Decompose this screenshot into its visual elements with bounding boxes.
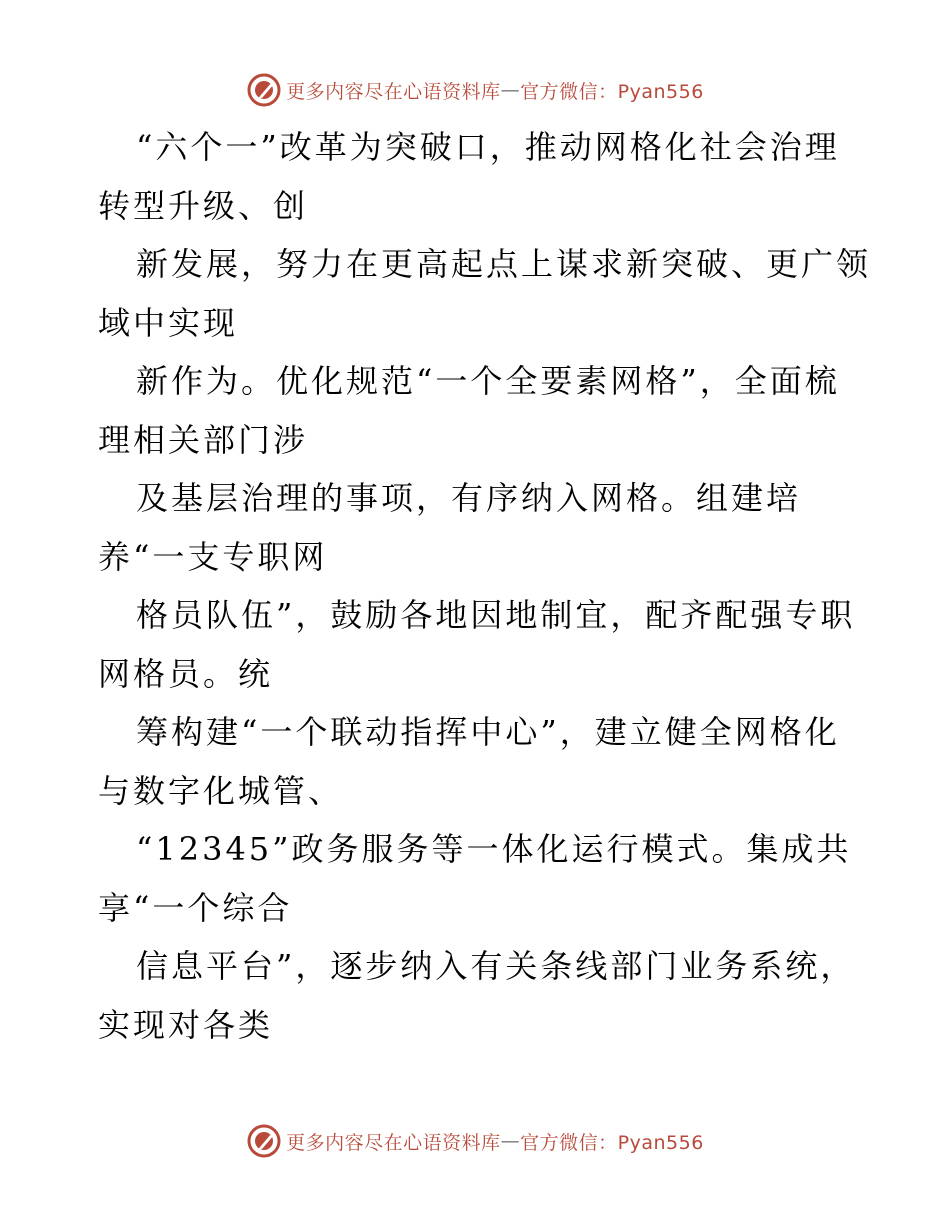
body-line: 享“一个综合 [98, 888, 293, 927]
body-line: 转型升级、创 [98, 186, 309, 225]
watermark-dash: — [500, 79, 521, 101]
watermark-wechat: 官方微信：Pyan556 [520, 80, 704, 103]
body-line: 及基层治理的事项，有序纳入网格。组建培 [136, 479, 802, 517]
body-line: 与数字化城管、 [98, 771, 344, 810]
body-line: “六个一”改革为突破口，推动网格化社会治理 [136, 128, 840, 166]
watermark-dash: — [500, 1130, 521, 1152]
footer-watermark [0, 1123, 950, 1159]
document-body [98, 118, 872, 1054]
body-line: 筹构建“一个联动指挥中心”，建立健全网格化 [136, 713, 840, 751]
body-line: 实现对各类 [98, 1005, 274, 1044]
body-line: 理相关部门涉 [98, 420, 309, 459]
watermark-wechat: 官方微信：Pyan556 [520, 1131, 704, 1154]
body-line: 新发展，努力在更高起点上谋求新突破、更广领 [136, 245, 872, 283]
body-line: 新作为。优化规范“一个全要素网格”，全面梳 [136, 362, 840, 400]
pen-logo-icon [246, 1123, 282, 1159]
body-line: 网格员。统 [98, 654, 274, 693]
watermark-text: 更多内容尽在心语资料库 [286, 1131, 501, 1154]
body-line: “12345”政务服务等一体化运行模式。集成共 [136, 830, 852, 868]
body-line: 格员队伍”，鼓励各地因地制宜，配齐配强专职 [136, 596, 856, 634]
body-line: 域中实现 [98, 303, 239, 342]
body-line: 信息平台”，逐步纳入有关条线部门业务系统， [136, 947, 856, 985]
watermark-text: 更多内容尽在心语资料库 [286, 80, 501, 103]
header-watermark [0, 72, 950, 108]
body-line: 养“一支专职网 [98, 537, 328, 576]
pen-logo-icon [246, 72, 282, 108]
